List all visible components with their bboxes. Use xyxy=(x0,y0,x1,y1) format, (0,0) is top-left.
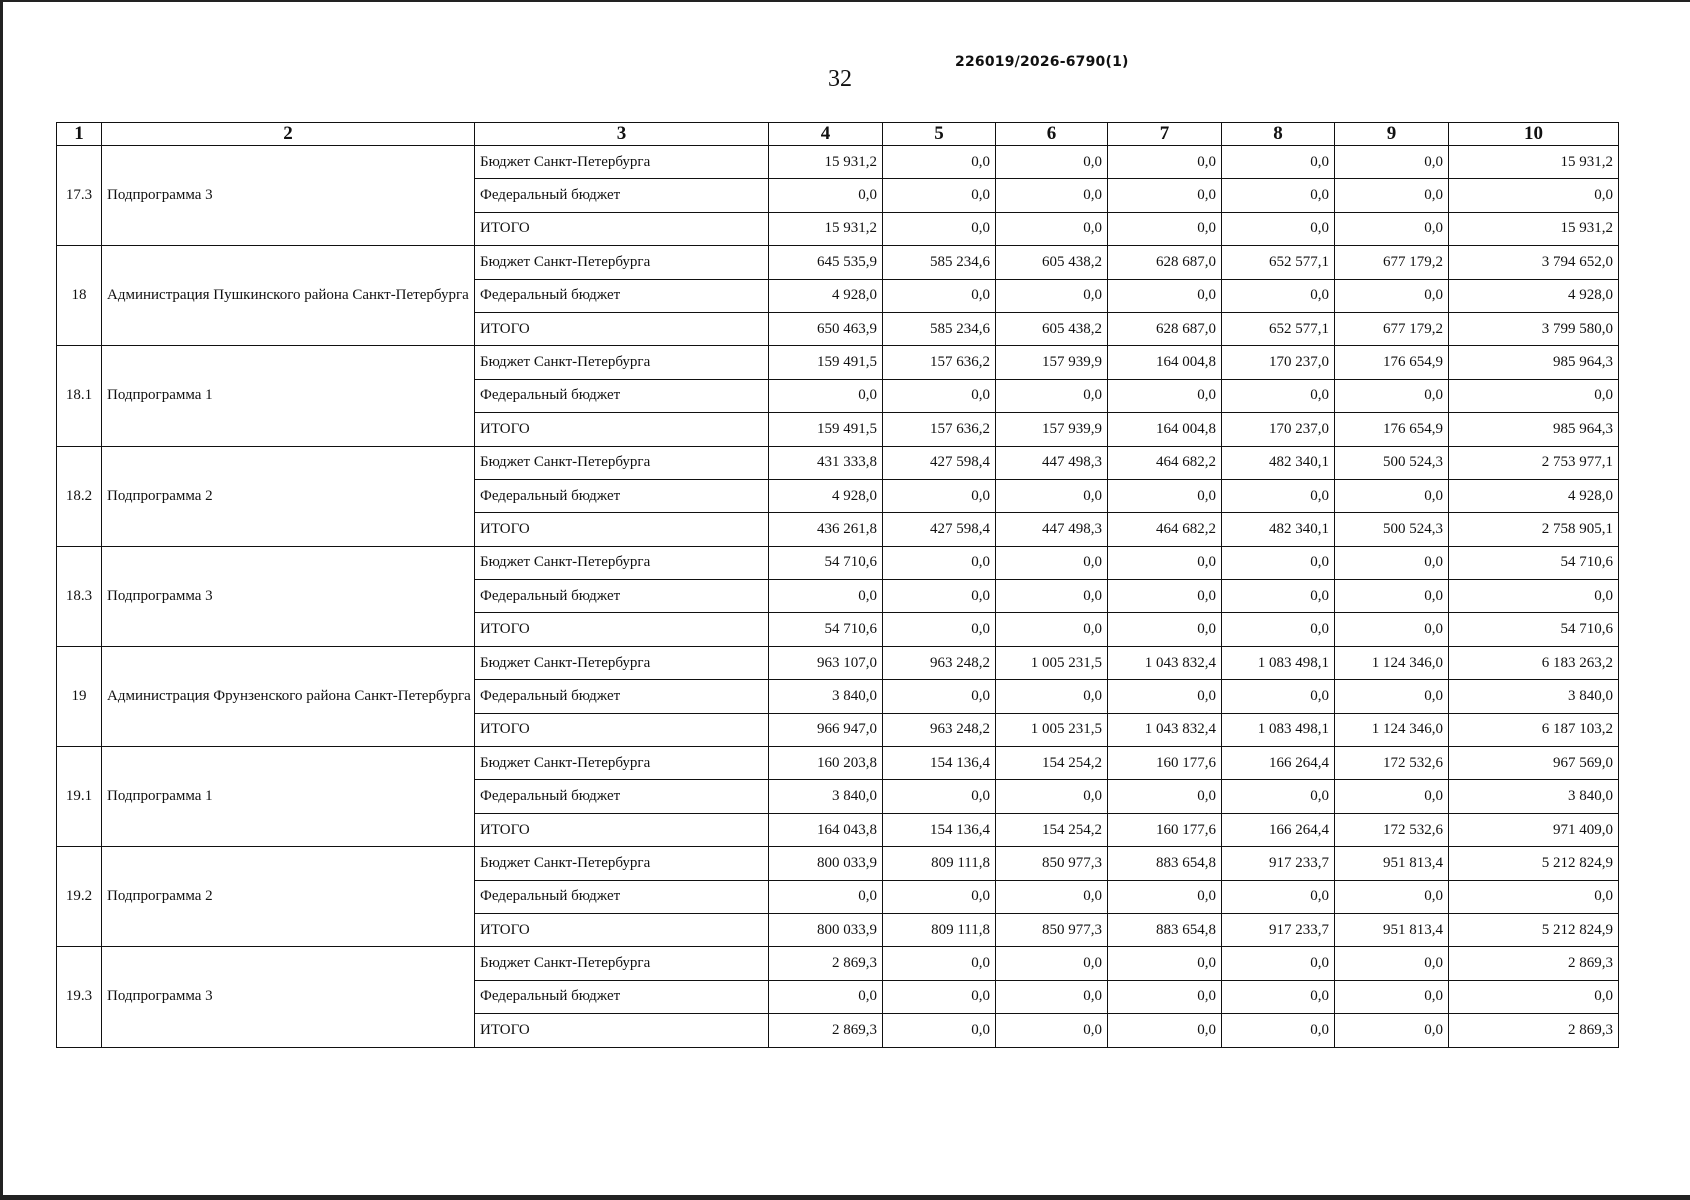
amount-cell: 0,0 xyxy=(1335,212,1449,245)
amount-cell: 0,0 xyxy=(996,680,1108,713)
amount-cell: 2 869,3 xyxy=(1449,1014,1619,1047)
table-row xyxy=(57,246,1619,279)
program-name: Подпрограмма 3 xyxy=(102,546,475,646)
amount-cell: 447 498,3 xyxy=(996,446,1108,479)
amount-cell: 0,0 xyxy=(1108,479,1222,512)
amount-cell: 1 005 231,5 xyxy=(996,646,1108,679)
amount-cell: 464 682,2 xyxy=(1108,446,1222,479)
funding-source: Федеральный бюджет xyxy=(475,880,769,913)
amount-cell: 967 569,0 xyxy=(1449,747,1619,780)
amount-cell: 850 977,3 xyxy=(996,847,1108,880)
amount-cell: 15 931,2 xyxy=(769,212,883,245)
amount-cell: 1 124 346,0 xyxy=(1335,646,1449,679)
column-header: 10 xyxy=(1449,123,1619,146)
document-id: 226019/2026-6790(1) xyxy=(955,54,1129,70)
amount-cell: 4 928,0 xyxy=(769,279,883,312)
funding-source: Федеральный бюджет xyxy=(475,580,769,613)
amount-cell: 4 928,0 xyxy=(769,479,883,512)
scan-border-left xyxy=(0,0,3,1200)
program-name: Администрация Пушкинского района Санкт-Петербурга xyxy=(102,246,475,346)
program-name: Подпрограмма 1 xyxy=(102,747,475,847)
amount-cell: 0,0 xyxy=(996,580,1108,613)
amount-cell: 0,0 xyxy=(1449,880,1619,913)
amount-cell: 447 498,3 xyxy=(996,513,1108,546)
scan-border-bottom xyxy=(0,1195,1690,1200)
amount-cell: 157 636,2 xyxy=(883,413,996,446)
funding-source: Бюджет Санкт-Петербурга xyxy=(475,446,769,479)
column-header: 3 xyxy=(475,123,769,146)
funding-source: Федеральный бюджет xyxy=(475,179,769,212)
amount-cell: 172 532,6 xyxy=(1335,813,1449,846)
amount-cell: 966 947,0 xyxy=(769,713,883,746)
amount-cell: 0,0 xyxy=(1222,1014,1335,1047)
amount-cell: 0,0 xyxy=(996,212,1108,245)
funding-source: ИТОГО xyxy=(475,913,769,946)
amount-cell: 2 758 905,1 xyxy=(1449,513,1619,546)
amount-cell: 963 107,0 xyxy=(769,646,883,679)
amount-cell: 159 491,5 xyxy=(769,413,883,446)
amount-cell: 883 654,8 xyxy=(1108,847,1222,880)
amount-cell: 0,0 xyxy=(1108,279,1222,312)
amount-cell: 1 124 346,0 xyxy=(1335,713,1449,746)
amount-cell: 0,0 xyxy=(1108,880,1222,913)
amount-cell: 500 524,3 xyxy=(1335,446,1449,479)
amount-cell: 800 033,9 xyxy=(769,913,883,946)
table-row xyxy=(57,847,1619,880)
amount-cell: 0,0 xyxy=(1335,780,1449,813)
amount-cell: 0,0 xyxy=(883,212,996,245)
row-index: 18.1 xyxy=(57,346,102,446)
row-index: 19 xyxy=(57,646,102,746)
funding-source: ИТОГО xyxy=(475,513,769,546)
amount-cell: 0,0 xyxy=(1108,179,1222,212)
amount-cell: 6 183 263,2 xyxy=(1449,646,1619,679)
row-index: 17.3 xyxy=(57,146,102,246)
funding-source: Федеральный бюджет xyxy=(475,980,769,1013)
funding-source: ИТОГО xyxy=(475,212,769,245)
amount-cell: 0,0 xyxy=(1222,179,1335,212)
amount-cell: 427 598,4 xyxy=(883,513,996,546)
amount-cell: 628 687,0 xyxy=(1108,246,1222,279)
amount-cell: 3 840,0 xyxy=(1449,780,1619,813)
amount-cell: 0,0 xyxy=(1108,379,1222,412)
table-body xyxy=(57,146,1619,1048)
amount-cell: 160 177,6 xyxy=(1108,813,1222,846)
amount-cell: 0,0 xyxy=(996,1014,1108,1047)
funding-source: ИТОГО xyxy=(475,413,769,446)
amount-cell: 482 340,1 xyxy=(1222,446,1335,479)
table-row xyxy=(57,947,1619,980)
funding-source: Бюджет Санкт-Петербурга xyxy=(475,246,769,279)
amount-cell: 159 491,5 xyxy=(769,346,883,379)
amount-cell: 0,0 xyxy=(1108,780,1222,813)
amount-cell: 0,0 xyxy=(1222,146,1335,179)
amount-cell: 0,0 xyxy=(1222,580,1335,613)
column-header: 7 xyxy=(1108,123,1222,146)
amount-cell: 0,0 xyxy=(996,947,1108,980)
amount-cell: 164 004,8 xyxy=(1108,346,1222,379)
amount-cell: 0,0 xyxy=(883,780,996,813)
program-name: Подпрограмма 3 xyxy=(102,146,475,246)
amount-cell: 0,0 xyxy=(769,880,883,913)
row-index: 19.3 xyxy=(57,947,102,1047)
funding-source: Бюджет Санкт-Петербурга xyxy=(475,146,769,179)
amount-cell: 160 177,6 xyxy=(1108,747,1222,780)
amount-cell: 0,0 xyxy=(769,580,883,613)
amount-cell: 0,0 xyxy=(1108,580,1222,613)
funding-source: Бюджет Санкт-Петербурга xyxy=(475,646,769,679)
amount-cell: 0,0 xyxy=(996,379,1108,412)
amount-cell: 0,0 xyxy=(996,546,1108,579)
amount-cell: 0,0 xyxy=(883,880,996,913)
row-index: 18.2 xyxy=(57,446,102,546)
amount-cell: 809 111,8 xyxy=(883,847,996,880)
amount-cell: 0,0 xyxy=(883,580,996,613)
amount-cell: 0,0 xyxy=(1449,379,1619,412)
row-index: 19.1 xyxy=(57,747,102,847)
program-name: Подпрограмма 3 xyxy=(102,947,475,1047)
funding-source: Федеральный бюджет xyxy=(475,680,769,713)
amount-cell: 971 409,0 xyxy=(1449,813,1619,846)
row-index: 18 xyxy=(57,246,102,346)
amount-cell: 3 799 580,0 xyxy=(1449,312,1619,345)
amount-cell: 0,0 xyxy=(1335,179,1449,212)
amount-cell: 985 964,3 xyxy=(1449,413,1619,446)
amount-cell: 0,0 xyxy=(883,947,996,980)
amount-cell: 0,0 xyxy=(1108,613,1222,646)
row-index: 19.2 xyxy=(57,847,102,947)
column-header: 6 xyxy=(996,123,1108,146)
row-index: 18.3 xyxy=(57,546,102,646)
program-name: Администрация Фрунзенского района Санкт-Петербурга xyxy=(102,646,475,746)
amount-cell: 160 203,8 xyxy=(769,747,883,780)
amount-cell: 585 234,6 xyxy=(883,246,996,279)
column-header: 1 xyxy=(57,123,102,146)
amount-cell: 166 264,4 xyxy=(1222,813,1335,846)
program-name: Подпрограмма 2 xyxy=(102,847,475,947)
amount-cell: 164 004,8 xyxy=(1108,413,1222,446)
amount-cell: 0,0 xyxy=(883,179,996,212)
amount-cell: 0,0 xyxy=(1222,947,1335,980)
amount-cell: 164 043,8 xyxy=(769,813,883,846)
amount-cell: 645 535,9 xyxy=(769,246,883,279)
amount-cell: 431 333,8 xyxy=(769,446,883,479)
funding-source: Бюджет Санкт-Петербурга xyxy=(475,546,769,579)
amount-cell: 0,0 xyxy=(996,780,1108,813)
column-header: 8 xyxy=(1222,123,1335,146)
amount-cell: 677 179,2 xyxy=(1335,246,1449,279)
amount-cell: 0,0 xyxy=(1108,146,1222,179)
amount-cell: 0,0 xyxy=(1335,379,1449,412)
amount-cell: 605 438,2 xyxy=(996,246,1108,279)
amount-cell: 0,0 xyxy=(1335,880,1449,913)
column-header: 9 xyxy=(1335,123,1449,146)
amount-cell: 605 438,2 xyxy=(996,312,1108,345)
amount-cell: 1 043 832,4 xyxy=(1108,646,1222,679)
program-name: Подпрограмма 2 xyxy=(102,446,475,546)
amount-cell: 54 710,6 xyxy=(1449,613,1619,646)
amount-cell: 15 931,2 xyxy=(1449,212,1619,245)
amount-cell: 0,0 xyxy=(1335,680,1449,713)
amount-cell: 4 928,0 xyxy=(1449,279,1619,312)
funding-source: ИТОГО xyxy=(475,813,769,846)
amount-cell: 0,0 xyxy=(883,146,996,179)
amount-cell: 0,0 xyxy=(1335,947,1449,980)
amount-cell: 6 187 103,2 xyxy=(1449,713,1619,746)
amount-cell: 0,0 xyxy=(996,279,1108,312)
amount-cell: 15 931,2 xyxy=(1449,146,1619,179)
amount-cell: 0,0 xyxy=(996,980,1108,1013)
amount-cell: 3 840,0 xyxy=(1449,680,1619,713)
table-row xyxy=(57,646,1619,679)
amount-cell: 176 654,9 xyxy=(1335,413,1449,446)
amount-cell: 0,0 xyxy=(883,479,996,512)
amount-cell: 0,0 xyxy=(1335,146,1449,179)
amount-cell: 0,0 xyxy=(1335,980,1449,1013)
amount-cell: 1 005 231,5 xyxy=(996,713,1108,746)
column-header: 5 xyxy=(883,123,996,146)
amount-cell: 1 043 832,4 xyxy=(1108,713,1222,746)
funding-source: ИТОГО xyxy=(475,312,769,345)
table-row xyxy=(57,146,1619,179)
page-number: 32 xyxy=(828,66,852,92)
amount-cell: 436 261,8 xyxy=(769,513,883,546)
amount-cell: 585 234,6 xyxy=(883,312,996,345)
amount-cell: 0,0 xyxy=(1222,880,1335,913)
amount-cell: 652 577,1 xyxy=(1222,312,1335,345)
amount-cell: 652 577,1 xyxy=(1222,246,1335,279)
amount-cell: 850 977,3 xyxy=(996,913,1108,946)
amount-cell: 170 237,0 xyxy=(1222,346,1335,379)
scan-border-top xyxy=(0,0,1690,2)
amount-cell: 0,0 xyxy=(1335,279,1449,312)
amount-cell: 0,0 xyxy=(1108,546,1222,579)
amount-cell: 170 237,0 xyxy=(1222,413,1335,446)
amount-cell: 54 710,6 xyxy=(769,613,883,646)
amount-cell: 1 083 498,1 xyxy=(1222,646,1335,679)
amount-cell: 2 869,3 xyxy=(769,947,883,980)
amount-cell: 0,0 xyxy=(1222,212,1335,245)
amount-cell: 0,0 xyxy=(996,146,1108,179)
table-row xyxy=(57,546,1619,579)
amount-cell: 0,0 xyxy=(1222,479,1335,512)
amount-cell: 0,0 xyxy=(1335,546,1449,579)
program-name: Подпрограмма 1 xyxy=(102,346,475,446)
budget-table xyxy=(56,122,1619,1048)
amount-cell: 0,0 xyxy=(1222,680,1335,713)
amount-cell: 0,0 xyxy=(1108,947,1222,980)
table-row xyxy=(57,346,1619,379)
amount-cell: 5 212 824,9 xyxy=(1449,913,1619,946)
amount-cell: 985 964,3 xyxy=(1449,346,1619,379)
amount-cell: 3 840,0 xyxy=(769,780,883,813)
funding-source: Бюджет Санкт-Петербурга xyxy=(475,947,769,980)
amount-cell: 154 136,4 xyxy=(883,747,996,780)
amount-cell: 0,0 xyxy=(1222,379,1335,412)
amount-cell: 0,0 xyxy=(883,980,996,1013)
amount-cell: 154 136,4 xyxy=(883,813,996,846)
funding-source: Федеральный бюджет xyxy=(475,279,769,312)
amount-cell: 0,0 xyxy=(1222,279,1335,312)
amount-cell: 677 179,2 xyxy=(1335,312,1449,345)
amount-cell: 0,0 xyxy=(769,379,883,412)
amount-cell: 500 524,3 xyxy=(1335,513,1449,546)
amount-cell: 0,0 xyxy=(1449,179,1619,212)
amount-cell: 0,0 xyxy=(883,680,996,713)
amount-cell: 628 687,0 xyxy=(1108,312,1222,345)
amount-cell: 0,0 xyxy=(769,980,883,1013)
amount-cell: 0,0 xyxy=(1449,980,1619,1013)
amount-cell: 0,0 xyxy=(996,479,1108,512)
amount-cell: 0,0 xyxy=(996,880,1108,913)
amount-cell: 0,0 xyxy=(1449,580,1619,613)
amount-cell: 0,0 xyxy=(1108,1014,1222,1047)
funding-source: ИТОГО xyxy=(475,713,769,746)
amount-cell: 0,0 xyxy=(1335,1014,1449,1047)
amount-cell: 0,0 xyxy=(1222,780,1335,813)
amount-cell: 0,0 xyxy=(1222,980,1335,1013)
column-header: 4 xyxy=(769,123,883,146)
amount-cell: 172 532,6 xyxy=(1335,747,1449,780)
amount-cell: 0,0 xyxy=(1108,212,1222,245)
amount-cell: 0,0 xyxy=(1335,580,1449,613)
funding-source: ИТОГО xyxy=(475,1014,769,1047)
amount-cell: 482 340,1 xyxy=(1222,513,1335,546)
table-row xyxy=(57,747,1619,780)
amount-cell: 157 939,9 xyxy=(996,346,1108,379)
amount-cell: 0,0 xyxy=(996,179,1108,212)
funding-source: Бюджет Санкт-Петербурга xyxy=(475,847,769,880)
amount-cell: 3 840,0 xyxy=(769,680,883,713)
amount-cell: 0,0 xyxy=(996,613,1108,646)
funding-source: Федеральный бюджет xyxy=(475,479,769,512)
amount-cell: 176 654,9 xyxy=(1335,346,1449,379)
amount-cell: 0,0 xyxy=(883,279,996,312)
amount-cell: 0,0 xyxy=(1108,680,1222,713)
amount-cell: 157 939,9 xyxy=(996,413,1108,446)
amount-cell: 464 682,2 xyxy=(1108,513,1222,546)
amount-cell: 15 931,2 xyxy=(769,146,883,179)
header-row xyxy=(57,123,1619,146)
funding-source: Федеральный бюджет xyxy=(475,780,769,813)
amount-cell: 963 248,2 xyxy=(883,713,996,746)
amount-cell: 0,0 xyxy=(1222,546,1335,579)
funding-source: Бюджет Санкт-Петербурга xyxy=(475,747,769,780)
amount-cell: 0,0 xyxy=(883,546,996,579)
amount-cell: 917 233,7 xyxy=(1222,913,1335,946)
amount-cell: 800 033,9 xyxy=(769,847,883,880)
amount-cell: 0,0 xyxy=(1335,479,1449,512)
amount-cell: 154 254,2 xyxy=(996,813,1108,846)
amount-cell: 54 710,6 xyxy=(1449,546,1619,579)
amount-cell: 0,0 xyxy=(1108,980,1222,1013)
amount-cell: 2 753 977,1 xyxy=(1449,446,1619,479)
funding-source: Бюджет Санкт-Петербурга xyxy=(475,346,769,379)
amount-cell: 2 869,3 xyxy=(1449,947,1619,980)
funding-source: ИТОГО xyxy=(475,613,769,646)
amount-cell: 0,0 xyxy=(1335,613,1449,646)
amount-cell: 157 636,2 xyxy=(883,346,996,379)
amount-cell: 650 463,9 xyxy=(769,312,883,345)
amount-cell: 166 264,4 xyxy=(1222,747,1335,780)
amount-cell: 5 212 824,9 xyxy=(1449,847,1619,880)
amount-cell: 0,0 xyxy=(883,379,996,412)
amount-cell: 1 083 498,1 xyxy=(1222,713,1335,746)
amount-cell: 2 869,3 xyxy=(769,1014,883,1047)
table-row xyxy=(57,446,1619,479)
amount-cell: 4 928,0 xyxy=(1449,479,1619,512)
amount-cell: 951 813,4 xyxy=(1335,913,1449,946)
amount-cell: 809 111,8 xyxy=(883,913,996,946)
amount-cell: 3 794 652,0 xyxy=(1449,246,1619,279)
funding-source: Федеральный бюджет xyxy=(475,379,769,412)
amount-cell: 883 654,8 xyxy=(1108,913,1222,946)
amount-cell: 951 813,4 xyxy=(1335,847,1449,880)
amount-cell: 427 598,4 xyxy=(883,446,996,479)
amount-cell: 917 233,7 xyxy=(1222,847,1335,880)
amount-cell: 0,0 xyxy=(883,613,996,646)
amount-cell: 0,0 xyxy=(1222,613,1335,646)
amount-cell: 963 248,2 xyxy=(883,646,996,679)
amount-cell: 0,0 xyxy=(769,179,883,212)
amount-cell: 0,0 xyxy=(883,1014,996,1047)
amount-cell: 54 710,6 xyxy=(769,546,883,579)
column-header: 2 xyxy=(102,123,475,146)
amount-cell: 154 254,2 xyxy=(996,747,1108,780)
